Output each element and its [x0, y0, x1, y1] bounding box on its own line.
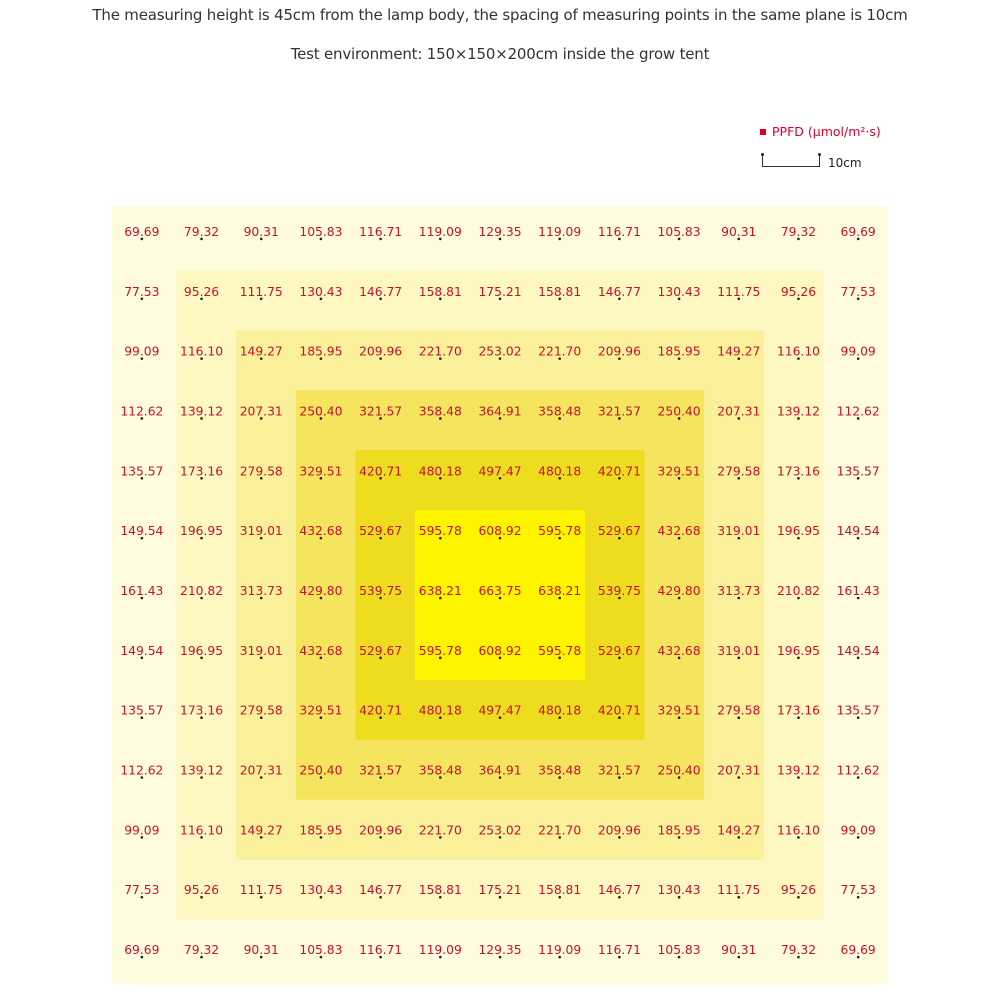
ppfd-value: 79.32	[780, 224, 817, 239]
ppfd-value: 210.82	[776, 584, 820, 598]
ppfd-value: 175.21	[478, 284, 522, 299]
ppfd-value: 207.31	[239, 763, 283, 778]
ppfd-value: 196.95	[776, 524, 820, 539]
ppfd-value: 158.81	[538, 284, 582, 299]
ppfd-value: 146.77	[359, 883, 403, 898]
ppfd-value: 130.43	[657, 284, 701, 299]
ppfd-value: 149.27	[717, 823, 761, 838]
ppfd-value: 90.31	[243, 224, 279, 239]
ppfd-value: 111.75	[717, 883, 761, 898]
ppfd-value: 146.77	[597, 883, 641, 898]
ppfd-value: 595.78	[538, 524, 582, 539]
ppfd-value: 173.16	[776, 703, 820, 718]
ppfd-value: 529.67	[597, 524, 641, 539]
ppfd-value: 329.51	[299, 464, 343, 479]
ppfd-value: 95.26	[183, 284, 220, 299]
ppfd-value: 77.53	[840, 883, 876, 898]
ppfd-value: 539.75	[359, 584, 403, 598]
ppfd-value: 358.48	[538, 404, 582, 419]
ppfd-value: 161.43	[836, 584, 880, 598]
ppfd-value: 608.92	[478, 643, 522, 658]
ppfd-value: 196.95	[180, 643, 224, 658]
ppfd-value: 116.71	[359, 224, 403, 239]
ppfd-value: 99.09	[840, 823, 876, 838]
ppfd-value: 130.43	[299, 284, 343, 299]
ppfd-value: 185.95	[657, 344, 701, 359]
ppfd-value: 279.58	[717, 703, 761, 718]
ppfd-value: 329.51	[299, 703, 343, 718]
ppfd-value: 79.32	[183, 224, 220, 239]
ppfd-value: 432.68	[299, 524, 343, 539]
ppfd-value: 149.27	[717, 344, 761, 359]
ppfd-value: 119.09	[418, 224, 462, 239]
ppfd-value: 321.57	[597, 763, 641, 778]
ppfd-value: 420.71	[359, 464, 403, 479]
ppfd-value: 207.31	[239, 404, 283, 419]
ppfd-value: 79.32	[183, 943, 220, 958]
ppfd-value: 250.40	[299, 404, 343, 419]
ppfd-value: 139.12	[776, 404, 820, 419]
ppfd-value: 319.01	[717, 524, 761, 539]
ppfd-value: 358.48	[418, 763, 462, 778]
scale-label: 10cm	[828, 156, 862, 170]
ppfd-value: 112.62	[120, 404, 164, 419]
ppfd-value: 79.32	[780, 943, 817, 958]
ppfd-value: 149.54	[836, 524, 880, 539]
ppfd-value: 638.21	[418, 584, 462, 598]
ppfd-value: 116.71	[597, 224, 641, 239]
ppfd-value: 185.95	[299, 823, 343, 838]
ppfd-value: 112.62	[836, 763, 880, 778]
ppfd-value: 253.02	[478, 344, 522, 359]
ppfd-value: 158.81	[418, 883, 462, 898]
ppfd-value: 149.54	[836, 643, 880, 658]
ppfd-value: 221.70	[538, 344, 582, 359]
ppfd-value: 319.01	[239, 643, 283, 658]
ppfd-value: 146.77	[359, 284, 403, 299]
ppfd-value: 116.71	[597, 943, 641, 958]
ppfd-value: 175.21	[478, 883, 522, 898]
ppfd-value: 69.69	[840, 224, 876, 239]
ppfd-value: 480.18	[418, 703, 462, 718]
ppfd-value: 480.18	[538, 464, 582, 479]
ppfd-value: 149.27	[239, 344, 283, 359]
ppfd-value: 135.57	[120, 464, 164, 479]
ppfd-value: 77.53	[124, 284, 160, 299]
ppfd-value: 608.92	[478, 524, 522, 539]
ppfd-value: 90.31	[721, 224, 757, 239]
measurement-note: The measuring height is 45cm from the lamp body, the spacing of measuring points in the same plane is 10cm	[92, 6, 908, 24]
ppfd-value: 139.12	[180, 763, 224, 778]
ppfd-value: 420.71	[359, 703, 403, 718]
ppfd-value: 111.75	[717, 284, 761, 299]
ppfd-value: 158.81	[418, 284, 462, 299]
ppfd-value: 313.73	[717, 584, 761, 598]
ppfd-value: 99.09	[124, 344, 160, 359]
ppfd-value: 129.35	[478, 224, 522, 239]
ppfd-value: 480.18	[418, 464, 462, 479]
ppfd-value: 279.58	[239, 703, 283, 718]
ppfd-value: 497.47	[478, 464, 522, 479]
ppfd-value: 185.95	[657, 823, 701, 838]
ppfd-value: 209.96	[597, 344, 641, 359]
ppfd-value: 595.78	[418, 524, 462, 539]
ppfd-value: 221.70	[418, 823, 462, 838]
ppfd-value: 358.48	[538, 763, 582, 778]
ppfd-value: 129.35	[478, 943, 522, 958]
ppfd-value: 638.21	[538, 584, 582, 598]
ppfd-value: 319.01	[239, 524, 283, 539]
ppfd-value: 207.31	[717, 404, 761, 419]
ppfd-value: 95.26	[183, 883, 220, 898]
ppfd-value: 663.75	[478, 584, 522, 598]
ppfd-value: 185.95	[299, 344, 343, 359]
ppfd-value: 321.57	[359, 404, 403, 419]
ppfd-value: 116.10	[180, 823, 224, 838]
ppfd-value: 116.10	[180, 344, 224, 359]
ppfd-value: 69.69	[840, 943, 876, 958]
ppfd-value: 112.62	[836, 404, 880, 419]
ppfd-value: 210.82	[180, 584, 224, 598]
ppfd-value: 105.83	[657, 224, 701, 239]
test-environment-note: Test environment: 150×150×200cm inside the grow tent	[290, 45, 710, 63]
ppfd-value: 429.80	[657, 584, 701, 598]
ppfd-value: 119.09	[418, 943, 462, 958]
ppfd-value: 221.70	[538, 823, 582, 838]
legend-label: PPFD (μmol/m²·s)	[772, 124, 881, 139]
ppfd-value: 196.95	[776, 643, 820, 658]
ppfd-value: 116.71	[359, 943, 403, 958]
ppfd-value: 99.09	[124, 823, 160, 838]
ppfd-value: 329.51	[657, 464, 701, 479]
ppfd-value: 90.31	[243, 943, 279, 958]
ppfd-value: 139.12	[180, 404, 224, 419]
ppfd-value: 529.67	[597, 643, 641, 658]
ppfd-value: 529.67	[359, 524, 403, 539]
ppfd-value: 90.31	[721, 943, 757, 958]
ppfd-value: 279.58	[717, 464, 761, 479]
ppfd-value: 119.09	[538, 943, 582, 958]
ppfd-value: 250.40	[299, 763, 343, 778]
ppfd-value: 111.75	[239, 284, 283, 299]
ppfd-value: 250.40	[657, 763, 701, 778]
ppfd-value: 161.43	[120, 584, 164, 598]
ppfd-value: 130.43	[299, 883, 343, 898]
ppfd-value: 149.54	[120, 643, 164, 658]
ppfd-value: 173.16	[180, 703, 224, 718]
ppfd-value: 77.53	[124, 883, 160, 898]
ppfd-value: 105.83	[299, 224, 343, 239]
ppfd-value: 497.47	[478, 703, 522, 718]
ppfd-value: 321.57	[597, 404, 641, 419]
ppfd-value: 130.43	[657, 883, 701, 898]
ppfd-value: 135.57	[836, 464, 880, 479]
ppfd-value: 329.51	[657, 703, 701, 718]
ppfd-value: 99.09	[840, 344, 876, 359]
ppfd-value: 105.83	[657, 943, 701, 958]
ppfd-value: 116.10	[776, 823, 820, 838]
ppfd-value: 253.02	[478, 823, 522, 838]
ppfd-value: 209.96	[359, 344, 403, 359]
ppfd-value: 364.91	[478, 404, 522, 419]
ppfd-value: 539.75	[597, 584, 641, 598]
ppfd-value: 135.57	[836, 703, 880, 718]
ppfd-value: 111.75	[239, 883, 283, 898]
ppfd-value: 149.27	[239, 823, 283, 838]
ppfd-value: 221.70	[418, 344, 462, 359]
ppfd-value: 209.96	[359, 823, 403, 838]
ppfd-value: 595.78	[418, 643, 462, 658]
ppfd-value: 146.77	[597, 284, 641, 299]
ppfd-value: 69.69	[124, 224, 160, 239]
ppfd-value: 196.95	[180, 524, 224, 539]
ppfd-value: 119.09	[538, 224, 582, 239]
ppfd-value: 480.18	[538, 703, 582, 718]
ppfd-value: 279.58	[239, 464, 283, 479]
ppfd-value: 321.57	[359, 763, 403, 778]
ppfd-value: 319.01	[717, 643, 761, 658]
ppfd-value: 173.16	[776, 464, 820, 479]
ppfd-value: 313.73	[239, 584, 283, 598]
ppfd-value: 95.26	[780, 883, 817, 898]
ppfd-value: 173.16	[180, 464, 224, 479]
ppfd-value: 95.26	[780, 284, 817, 299]
ppfd-value: 139.12	[776, 763, 820, 778]
ppfd-value: 69.69	[124, 943, 160, 958]
ppfd-value: 358.48	[418, 404, 462, 419]
ppfd-value: 595.78	[538, 643, 582, 658]
ppfd-value: 429.80	[299, 584, 343, 598]
ppfd-value: 207.31	[717, 763, 761, 778]
ppfd-value: 432.68	[657, 643, 701, 658]
ppfd-value: 250.40	[657, 404, 701, 419]
ppfd-value: 149.54	[120, 524, 164, 539]
ppfd-value: 112.62	[120, 763, 164, 778]
ppfd-value: 420.71	[597, 703, 641, 718]
ppfd-value: 77.53	[840, 284, 876, 299]
ppfd-value: 432.68	[299, 643, 343, 658]
ppfd-value: 135.57	[120, 703, 164, 718]
ppfd-value: 158.81	[538, 883, 582, 898]
ppfd-value: 105.83	[299, 943, 343, 958]
ppfd-value: 364.91	[478, 763, 522, 778]
ppfd-value: 529.67	[359, 643, 403, 658]
ppfd-value: 209.96	[597, 823, 641, 838]
ppfd-value: 420.71	[597, 464, 641, 479]
ppfd-value: 432.68	[657, 524, 701, 539]
ppfd-value: 116.10	[776, 344, 820, 359]
